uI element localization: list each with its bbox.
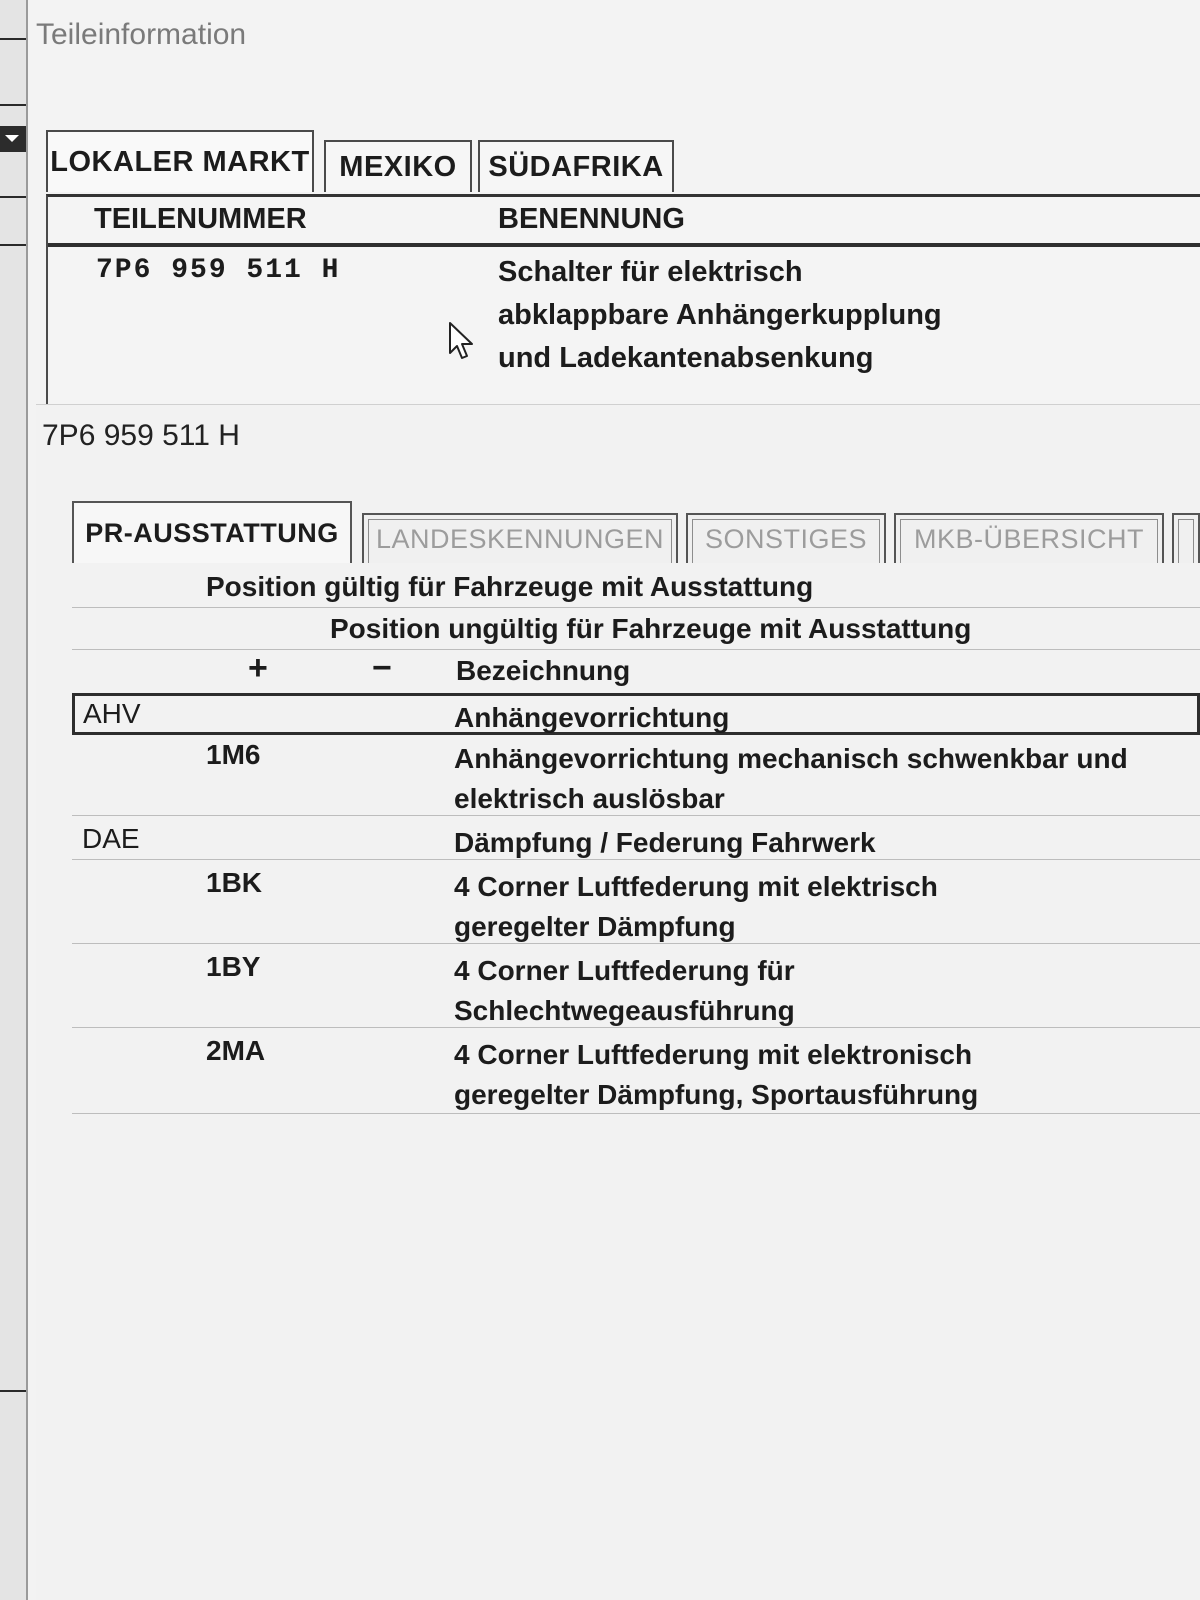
part-number-cell: 7P6 959 511 H xyxy=(96,255,341,286)
header-invalid: Position ungültig für Fahrzeuge mit Ausstattung xyxy=(330,613,972,644)
pr-description xyxy=(454,1035,1194,1115)
divider xyxy=(72,1027,1200,1028)
pr-description-line: Anhängevorrichtung mechanisch schwenkbar und xyxy=(454,743,1128,774)
divider xyxy=(72,1113,1200,1114)
pr-description-line: geregelter Dämpfung, Sportausführung xyxy=(454,1079,979,1110)
rail-divider xyxy=(0,244,26,246)
parts-table-header xyxy=(48,197,1200,247)
tab-mkb-uebersicht[interactable] xyxy=(894,513,1164,563)
family-code: AHV xyxy=(83,698,141,729)
tab-label: SONSTIGES xyxy=(704,523,868,554)
part-name-line: abklappbare Anhängerkupplung xyxy=(498,299,942,331)
divider xyxy=(72,607,1200,608)
parts-table xyxy=(46,194,1200,407)
plus-code: 1BK xyxy=(206,867,263,898)
tab-inner-frame xyxy=(1178,519,1194,563)
minus-column-header: − xyxy=(372,649,392,687)
detail-tabs xyxy=(72,501,1200,563)
tab-mexiko[interactable] xyxy=(324,140,472,192)
pr-description-line: 4 Corner Luftfederung für xyxy=(454,955,795,986)
rail-divider xyxy=(0,196,26,198)
plus-code: 1M6 xyxy=(206,739,261,770)
tab-label: LANDESKENNUNGEN xyxy=(375,523,665,554)
tab-label: LOKALER MARKT xyxy=(50,145,310,178)
tab-label: SÜDAFRIKA xyxy=(488,150,664,183)
pr-description-line: 4 Corner Luftfederung mit elektronisch xyxy=(454,1039,973,1070)
column-header-teilenummer[interactable]: TEILENUMMER xyxy=(94,203,307,235)
tab-landeskennungen[interactable] xyxy=(362,513,678,563)
rail-divider xyxy=(0,1390,26,1392)
pr-description-line: geregelter Dämpfung xyxy=(454,911,736,942)
pr-description-line: 4 Corner Luftfederung mit elektrisch xyxy=(454,871,938,902)
pr-description-line: Schlechtwegeausführung xyxy=(454,995,795,1026)
tab-inner-frame xyxy=(692,519,880,563)
family-code: DAE xyxy=(82,823,140,854)
column-header-benennung[interactable]: BENENNUNG xyxy=(498,203,685,235)
divider xyxy=(72,649,1200,650)
window-title: Teileinformation xyxy=(36,18,247,51)
pr-row-1by[interactable] xyxy=(72,945,1200,1027)
plus-column-header: + xyxy=(248,649,268,687)
tab-label: MKB-ÜBERSICHT xyxy=(913,523,1144,554)
header-valid: Position gültig für Fahrzeuge mit Ausstattung xyxy=(206,571,814,602)
rail-divider xyxy=(0,38,26,40)
divider xyxy=(72,943,1200,944)
detail-part-number: 7P6 959 511 H xyxy=(42,419,240,452)
part-name-line: und Ladekantenabsenkung xyxy=(498,342,874,374)
tab-inner-frame xyxy=(900,519,1158,563)
plus-code: 1BY xyxy=(206,951,261,982)
pr-description: Dämpfung / Federung Fahrwerk xyxy=(454,827,876,858)
pr-description xyxy=(454,739,1194,819)
part-name-cell xyxy=(498,251,942,380)
tab-overflow[interactable] xyxy=(1172,513,1200,563)
tab-sonstiges[interactable] xyxy=(686,513,886,563)
plus-code: 2MA xyxy=(206,1035,266,1066)
pr-description: Anhängevorrichtung xyxy=(454,702,730,733)
detail-panel xyxy=(36,404,1200,1600)
pr-row-ahv[interactable] xyxy=(72,693,1200,735)
left-rail xyxy=(0,0,28,1600)
tab-lokaler-markt[interactable] xyxy=(46,130,314,192)
mouse-pointer-icon xyxy=(448,321,478,365)
divider xyxy=(72,859,1200,860)
divider xyxy=(72,815,1200,816)
tab-label: MEXIKO xyxy=(339,150,457,183)
pr-row-1m6[interactable] xyxy=(72,733,1200,815)
pr-row-2ma[interactable] xyxy=(72,1029,1200,1111)
pr-row-1bk[interactable] xyxy=(72,861,1200,943)
tab-suedafrika[interactable] xyxy=(478,140,674,192)
designation-column-header: Bezeichnung xyxy=(456,655,631,686)
pr-description xyxy=(454,951,1194,1031)
pr-row-dae[interactable] xyxy=(72,817,1200,859)
chevron-down-icon[interactable] xyxy=(0,126,26,152)
pr-description-line: elektrisch auslösbar xyxy=(454,783,725,814)
tab-pr-ausstattung[interactable] xyxy=(72,501,352,563)
part-name-line: Schalter für elektrisch xyxy=(498,256,803,288)
tab-inner-frame xyxy=(368,519,672,563)
tab-label: PR-AUSSTATTUNG xyxy=(85,517,339,548)
rail-divider xyxy=(0,104,26,106)
pr-description xyxy=(454,867,1194,947)
